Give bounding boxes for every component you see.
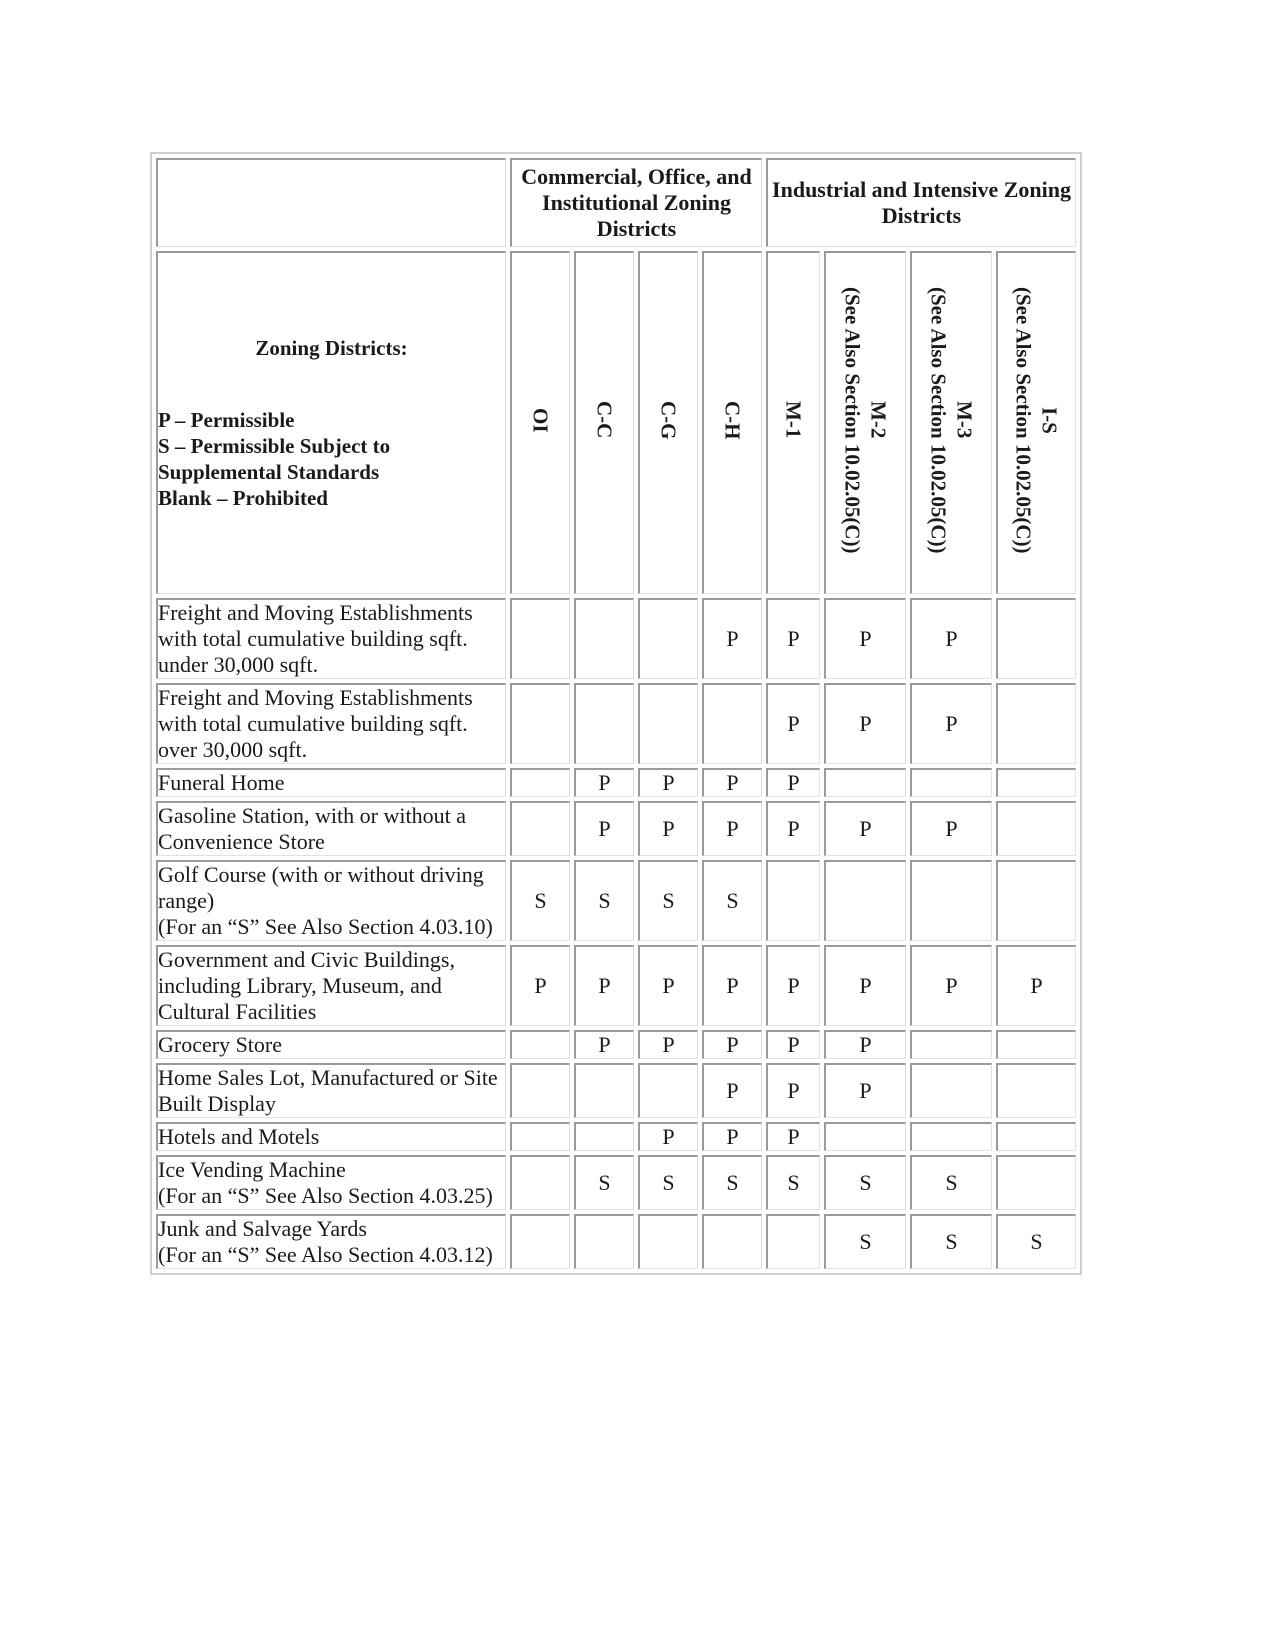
permission-cell-c-h: P (702, 1030, 762, 1059)
permission-cell-m-2 (824, 768, 906, 797)
district-header-oi (510, 251, 570, 594)
district-header-text (592, 401, 618, 438)
district-code: M-3 (952, 401, 977, 439)
permission-cell-m-1 (766, 860, 820, 941)
district-header-m-3 (910, 251, 992, 594)
permission-cell-m-2: P (824, 801, 906, 856)
permission-cell-m-3 (910, 768, 992, 797)
legend-title: Zoning Districts: (255, 336, 408, 360)
permission-cell-c-h: P (702, 801, 762, 856)
permission-cell-c-h: S (702, 860, 762, 941)
table-row (156, 860, 1076, 941)
permission-cell-c-g: S (638, 860, 698, 941)
permission-cell-c-g (638, 1063, 698, 1118)
use-label: Home Sales Lot, Manufactured or Site Built Display (156, 1063, 506, 1118)
corner-cell (156, 158, 506, 247)
group-header-industrial: Industrial and Intensive Zoning Districts (766, 158, 1076, 247)
permission-cell-c-c: P (574, 768, 634, 797)
group-header-commercial: Commercial, Office, and Institutional Zoning Districts (510, 158, 762, 247)
permission-cell-m-3 (910, 1122, 992, 1151)
table-row (156, 1122, 1076, 1151)
permission-cell-m-2: P (824, 1030, 906, 1059)
permission-cell-m-2: P (824, 598, 906, 679)
permission-cell-m-3: S (910, 1155, 992, 1210)
permission-cell-m-2: S (824, 1214, 906, 1269)
table-body (156, 158, 1076, 1269)
permission-cell-m-1: S (766, 1155, 820, 1210)
permission-cell-m-3 (910, 860, 992, 941)
district-header-text (720, 401, 746, 440)
permission-cell-c-g: P (638, 945, 698, 1026)
permission-cell-i-s: P (996, 945, 1076, 1026)
district-code: C-H (720, 400, 745, 440)
table-row (156, 1155, 1076, 1210)
permission-cell-c-g (638, 598, 698, 679)
use-label: Government and Civic Buildings, including Library, Museum, and Cultural Facilities (156, 945, 506, 1026)
permission-cell-oi (510, 1063, 570, 1118)
table-row (156, 1063, 1076, 1118)
permission-cell-c-g (638, 683, 698, 764)
permission-cell-m-1: P (766, 1122, 820, 1151)
permission-cell-i-s (996, 1122, 1076, 1151)
district-note: (See Also Section 10.02.05(C)) (926, 286, 951, 554)
permission-cell-i-s (996, 1063, 1076, 1118)
district-header-c-h (702, 251, 762, 594)
permission-cell-m-3 (910, 1030, 992, 1059)
permission-cell-c-c: S (574, 860, 634, 941)
permission-cell-m-3: P (910, 683, 992, 764)
permission-cell-m-2 (824, 1122, 906, 1151)
district-code: C-G (656, 400, 681, 440)
permission-cell-m-1: P (766, 1030, 820, 1059)
permission-cell-c-h: P (702, 768, 762, 797)
district-header-i-s (996, 251, 1076, 594)
table-row (156, 1030, 1076, 1059)
permission-cell-c-h: P (702, 945, 762, 1026)
permission-cell-m-2: S (824, 1155, 906, 1210)
permission-cell-m-2: P (824, 683, 906, 764)
district-header-c-c (574, 251, 634, 594)
district-code: I-S (1037, 406, 1062, 434)
permission-cell-m-1: P (766, 801, 820, 856)
permission-cell-i-s (996, 598, 1076, 679)
permission-cell-c-c: P (574, 801, 634, 856)
table-row (156, 1214, 1076, 1269)
permission-cell-c-g: P (638, 801, 698, 856)
district-header-text (926, 287, 978, 554)
permission-cell-c-g: P (638, 768, 698, 797)
zoning-use-table (150, 152, 1082, 1275)
group-header-row (156, 158, 1076, 247)
permission-cell-i-s (996, 860, 1076, 941)
legend-cell (156, 251, 506, 594)
district-header-c-g (638, 251, 698, 594)
permission-cell-m-1: P (766, 598, 820, 679)
permission-cell-m-1 (766, 1214, 820, 1269)
permission-cell-m-3 (910, 1063, 992, 1118)
district-code: M-2 (866, 401, 891, 439)
permission-cell-m-3: P (910, 801, 992, 856)
permission-cell-c-c: P (574, 1030, 634, 1059)
permission-cell-m-1: P (766, 945, 820, 1026)
permission-cell-c-h: S (702, 1155, 762, 1210)
district-header-m-2 (824, 251, 906, 594)
district-header-text (1011, 287, 1063, 554)
permission-cell-oi (510, 1122, 570, 1151)
permission-cell-i-s: S (996, 1214, 1076, 1269)
table-row (156, 945, 1076, 1026)
permission-cell-c-c (574, 683, 634, 764)
permission-cell-oi (510, 683, 570, 764)
permission-cell-c-g: P (638, 1030, 698, 1059)
permission-cell-c-h: P (702, 598, 762, 679)
permission-cell-oi: S (510, 860, 570, 941)
permission-cell-c-c: S (574, 1155, 634, 1210)
use-label: Junk and Salvage Yards (For an “S” See Also Section 4.03.12) (156, 1214, 506, 1269)
use-label: Freight and Moving Establishments with total cumulative building sqft. over 30,000 sqft. (156, 683, 506, 764)
district-code: M-1 (781, 401, 806, 439)
district-code: C-C (592, 401, 617, 439)
permission-cell-c-c: P (574, 945, 634, 1026)
permission-cell-oi (510, 1030, 570, 1059)
use-label: Golf Course (with or without driving range) (For an “S” See Also Section 4.03.10) (156, 860, 506, 941)
district-header-text (528, 408, 554, 433)
district-code: OI (528, 407, 553, 433)
permission-cell-i-s (996, 1030, 1076, 1059)
permission-cell-c-g: P (638, 1122, 698, 1151)
use-label: Freight and Moving Establishments with total cumulative building sqft. under 30,000 sqft. (156, 598, 506, 679)
permission-cell-i-s (996, 1155, 1076, 1210)
use-label: Ice Vending Machine (For an “S” See Also Section 4.03.25) (156, 1155, 506, 1210)
permission-cell-m-3: S (910, 1214, 992, 1269)
permission-cell-m-1: P (766, 768, 820, 797)
district-header-text (840, 287, 892, 554)
permission-cell-m-3: P (910, 945, 992, 1026)
permission-cell-m-2 (824, 860, 906, 941)
use-label: Hotels and Motels (156, 1122, 506, 1151)
permission-cell-oi (510, 598, 570, 679)
use-label: Funeral Home (156, 768, 506, 797)
permission-cell-m-2: P (824, 945, 906, 1026)
permission-cell-c-h (702, 1214, 762, 1269)
permission-cell-c-h: P (702, 1122, 762, 1151)
permission-cell-oi (510, 1214, 570, 1269)
table-row (156, 598, 1076, 679)
permission-cell-m-3: P (910, 598, 992, 679)
table-row (156, 768, 1076, 797)
permission-cell-c-g (638, 1214, 698, 1269)
table-row (156, 683, 1076, 764)
permission-cell-oi: P (510, 945, 570, 1026)
district-header-row (156, 251, 1076, 594)
district-note: (See Also Section 10.02.05(C)) (840, 286, 865, 554)
district-header-text (656, 401, 682, 440)
permission-cell-m-2: P (824, 1063, 906, 1118)
permission-cell-oi (510, 801, 570, 856)
use-label: Gasoline Station, with or without a Convenience Store (156, 801, 506, 856)
permission-cell-c-c (574, 598, 634, 679)
legend-permissible: P – Permissible (158, 408, 295, 432)
permission-cell-i-s (996, 768, 1076, 797)
district-header-text (781, 401, 807, 438)
use-label: Grocery Store (156, 1030, 506, 1059)
permission-cell-oi (510, 768, 570, 797)
permission-cell-i-s (996, 683, 1076, 764)
permission-cell-m-1: P (766, 1063, 820, 1118)
permission-cell-c-h (702, 683, 762, 764)
permission-cell-m-1: P (766, 683, 820, 764)
permission-cell-c-h: P (702, 1063, 762, 1118)
permission-cell-c-c (574, 1063, 634, 1118)
legend-prohibited: Blank – Prohibited (158, 486, 328, 510)
district-header-m-1 (766, 251, 820, 594)
permission-cell-c-g: S (638, 1155, 698, 1210)
permission-cell-i-s (996, 801, 1076, 856)
permission-cell-c-c (574, 1122, 634, 1151)
legend-supplemental: S – Permissible Subject to Supplemental Standards (158, 434, 391, 484)
permission-cell-c-c (574, 1214, 634, 1269)
permission-cell-oi (510, 1155, 570, 1210)
table-row (156, 801, 1076, 856)
district-note: (See Also Section 10.02.05(C)) (1011, 286, 1036, 554)
